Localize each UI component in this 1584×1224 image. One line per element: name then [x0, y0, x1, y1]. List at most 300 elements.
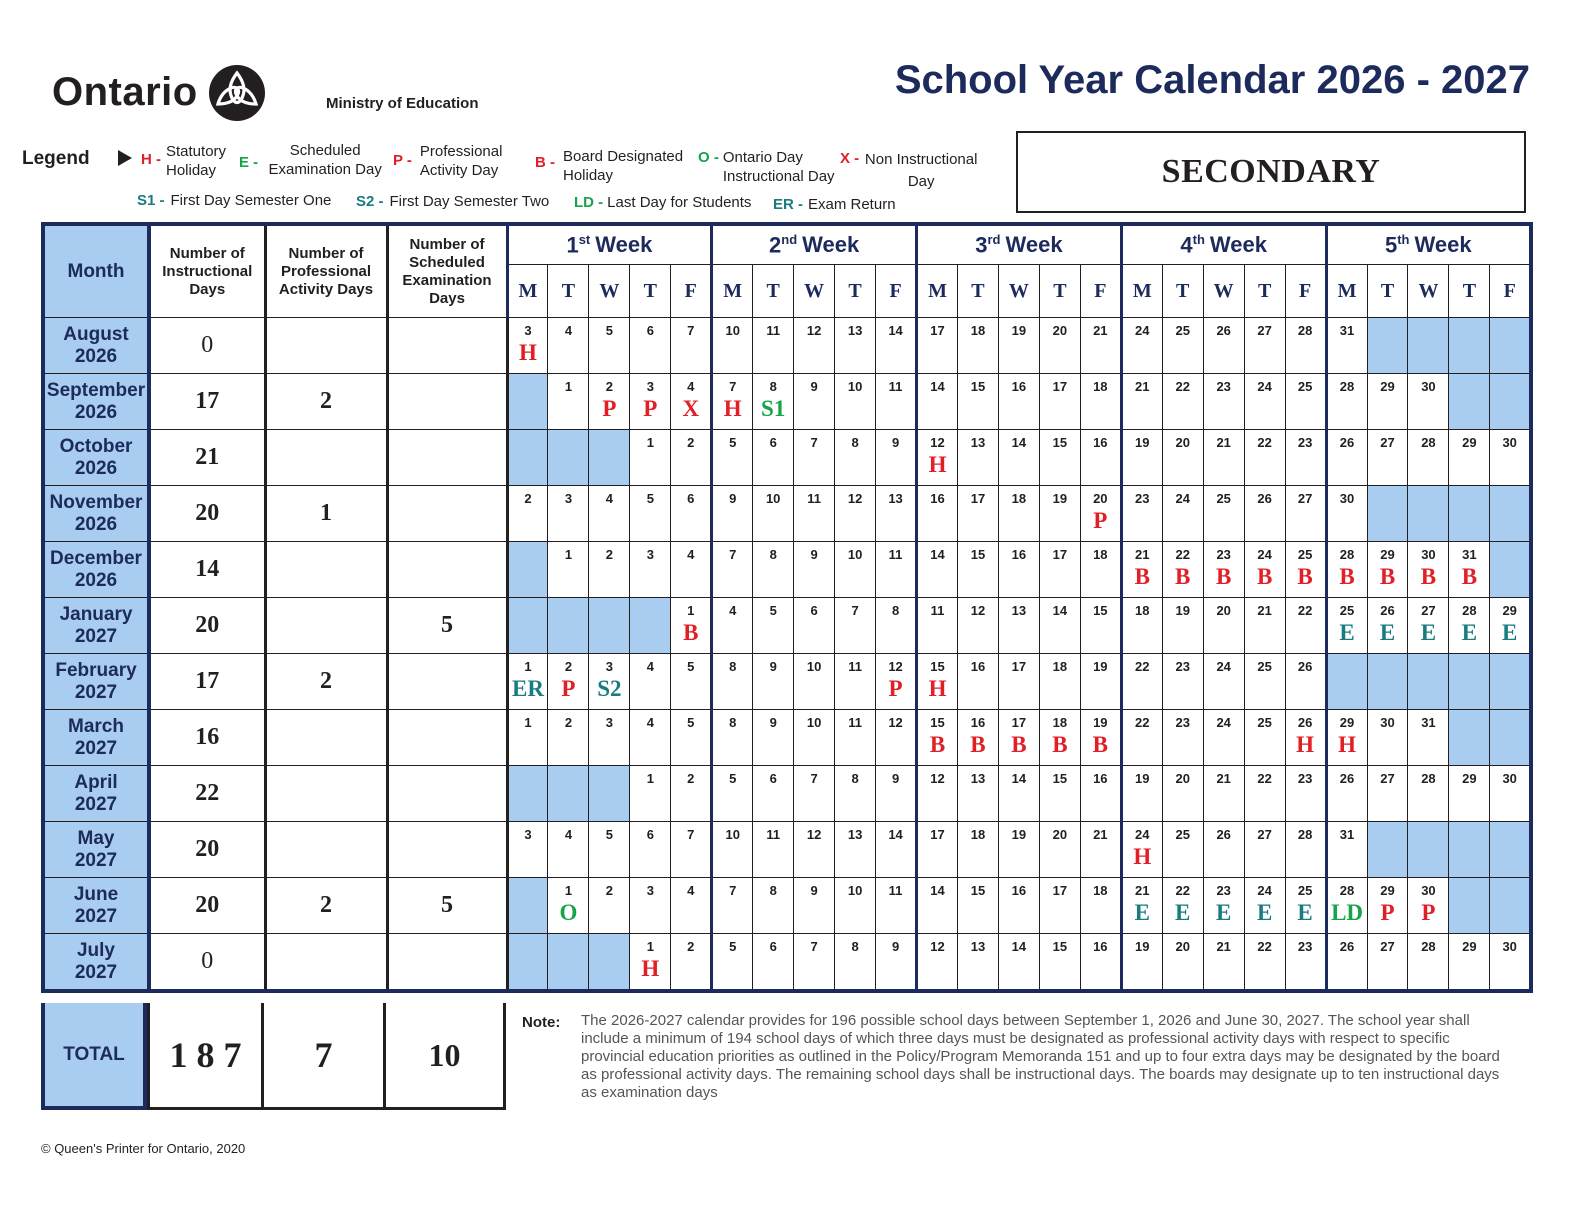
day-of-week-header: T: [835, 265, 876, 318]
day-cell: [876, 486, 917, 542]
day-number: 9: [729, 491, 737, 506]
day-event-code: B: [1134, 564, 1150, 589]
day-cell: [630, 934, 671, 992]
day-cell: [712, 710, 753, 766]
day-number: 5: [687, 715, 695, 730]
day-cell: [1080, 486, 1121, 542]
month-instructional-days: 14: [149, 542, 265, 598]
day-cell: [794, 598, 835, 654]
day-cell-empty: [507, 430, 548, 486]
day-number: 27: [1257, 323, 1272, 338]
day-number: 11: [848, 659, 862, 674]
month-professional-days: [265, 710, 387, 766]
day-cell: [998, 430, 1039, 486]
day-event-code: E: [1339, 620, 1355, 645]
day-cell: [753, 374, 794, 430]
day-cell: [712, 598, 753, 654]
day-number: 27: [1257, 827, 1272, 842]
day-number: 22: [1175, 547, 1190, 562]
day-cell: [630, 878, 671, 934]
day-cell: [1326, 710, 1367, 766]
day-number: 17: [1011, 715, 1027, 730]
day-cell: [794, 374, 835, 430]
month-row: [43, 486, 1531, 542]
day-cell: [1080, 598, 1121, 654]
day-cell: [876, 430, 917, 486]
day-number: 14: [888, 323, 903, 338]
day-cell-empty: [1408, 822, 1449, 878]
day-cell: [1121, 598, 1162, 654]
day-cell: [1162, 822, 1203, 878]
day-number: 12: [930, 771, 945, 786]
month-label: January 2027: [43, 598, 149, 654]
legend-item-examination-day: E - Scheduled Examination Day: [239, 142, 382, 178]
calendar-table: [41, 222, 1533, 993]
day-number: 16: [1011, 379, 1027, 394]
day-cell: [917, 430, 958, 486]
week-header-1: 1st Week: [507, 224, 712, 265]
day-cell: [1121, 430, 1162, 486]
day-number: 3: [605, 659, 613, 674]
day-cell: [589, 486, 630, 542]
day-cell-empty: [1490, 486, 1531, 542]
day-event-code: B: [1011, 732, 1027, 757]
day-cell: [1039, 542, 1080, 598]
day-number: 16: [1093, 939, 1108, 954]
day-number: 27: [1380, 771, 1395, 786]
day-cell: [1244, 598, 1285, 654]
day-of-week-header: F: [1080, 265, 1121, 318]
day-cell: [1203, 822, 1244, 878]
day-event-code: P: [1380, 900, 1395, 925]
day-cell: [835, 766, 876, 822]
day-number: 9: [810, 547, 818, 562]
day-number: 8: [729, 715, 737, 730]
day-number: 31: [1462, 547, 1477, 562]
day-cell: [876, 542, 917, 598]
day-number: 24: [1257, 379, 1272, 394]
month-label: September 2026: [43, 374, 149, 430]
day-cell: [630, 430, 671, 486]
day-number: 25: [1297, 883, 1313, 898]
legend-item-non-instructional-day: X - Non Instructional Day: [840, 150, 978, 190]
day-cell: [589, 822, 630, 878]
day-number: 31: [1339, 827, 1355, 842]
day-cell: [589, 654, 630, 710]
day-cell: [671, 486, 712, 542]
day-cell-empty: [1367, 822, 1408, 878]
day-cell: [1285, 430, 1326, 486]
month-professional-days: [265, 542, 387, 598]
day-number: 16: [1093, 771, 1108, 786]
day-number: 29: [1462, 435, 1477, 450]
day-number: 11: [848, 715, 862, 730]
day-number: 2: [687, 939, 695, 954]
day-number: 25: [1175, 827, 1190, 842]
day-cell: [753, 710, 794, 766]
day-cell: [1039, 486, 1080, 542]
day-cell: [1121, 542, 1162, 598]
day-number: 12: [930, 939, 945, 954]
day-of-week-header: M: [917, 265, 958, 318]
day-number: 10: [765, 491, 781, 506]
day-event-code: ER: [512, 676, 544, 701]
page-title: School Year Calendar 2026 - 2027: [894, 58, 1530, 102]
day-number: 20: [1216, 603, 1231, 618]
day-number: 12: [888, 715, 903, 730]
day-number: 21: [1135, 883, 1150, 898]
day-number: 14: [1011, 771, 1027, 786]
day-cell: [1039, 598, 1080, 654]
day-number: 3: [524, 827, 532, 842]
month-professional-days: 2: [265, 374, 387, 430]
day-cell: [630, 822, 671, 878]
day-cell-empty: [1449, 710, 1490, 766]
day-number: 15: [970, 547, 986, 562]
day-cell: [876, 374, 917, 430]
day-number: 22: [1257, 771, 1272, 786]
day-cell: [998, 766, 1039, 822]
day-number: 17: [1052, 547, 1068, 562]
day-event-code: H: [723, 396, 742, 421]
day-number: 13: [1011, 603, 1027, 618]
day-cell: [1326, 374, 1367, 430]
day-number: 12: [806, 323, 822, 338]
day-number: 8: [769, 379, 777, 394]
day-number: 13: [970, 939, 986, 954]
month-professional-days: [265, 934, 387, 992]
month-label: October 2026: [43, 430, 149, 486]
day-number: 29: [1462, 939, 1477, 954]
day-cell: [753, 542, 794, 598]
day-cell: [835, 598, 876, 654]
day-cell: [917, 598, 958, 654]
day-number: 6: [646, 827, 654, 842]
day-cell: [1203, 598, 1244, 654]
day-cell: [835, 318, 876, 374]
day-number: 5: [687, 659, 695, 674]
day-cell: [794, 710, 835, 766]
day-number: 9: [769, 715, 777, 730]
day-number: 28: [1339, 883, 1355, 898]
day-cell: [1080, 542, 1121, 598]
day-cell: [1367, 878, 1408, 934]
day-number: 14: [930, 883, 945, 898]
day-of-week-header: M: [1326, 265, 1367, 318]
day-number: 11: [766, 323, 781, 338]
day-event-code: E: [1502, 620, 1518, 645]
day-cell: [671, 878, 712, 934]
day-cell: [835, 430, 876, 486]
day-cell-empty: [589, 598, 630, 654]
day-cell-empty: [1490, 654, 1531, 710]
day-number: 16: [930, 491, 945, 506]
month-professional-days: [265, 430, 387, 486]
day-event-code: B: [1216, 564, 1232, 589]
day-cell: [1080, 654, 1121, 710]
day-number: 22: [1297, 603, 1313, 618]
day-cell: [507, 710, 548, 766]
day-cell-empty: [507, 766, 548, 822]
day-number: 5: [605, 827, 613, 842]
day-number: 14: [1011, 939, 1027, 954]
day-number: 16: [1093, 435, 1108, 450]
day-cell: [957, 318, 998, 374]
day-cell: [1080, 430, 1121, 486]
day-cell: [957, 542, 998, 598]
day-number: 26: [1339, 939, 1355, 954]
month-professional-days: [265, 598, 387, 654]
day-number: 24: [1135, 323, 1150, 338]
day-number: 18: [1135, 603, 1150, 618]
day-cell: [712, 318, 753, 374]
day-cell: [1039, 318, 1080, 374]
day-of-week-header: M: [1121, 265, 1162, 318]
day-cell: [1244, 374, 1285, 430]
day-cell: [1449, 766, 1490, 822]
day-cell: [1121, 710, 1162, 766]
day-cell-empty: [1490, 822, 1531, 878]
day-number: 1: [564, 547, 573, 562]
day-number: 15: [970, 379, 986, 394]
day-number: 19: [1093, 659, 1108, 674]
day-cell: [876, 710, 917, 766]
day-cell: [1203, 542, 1244, 598]
day-event-code: P: [602, 396, 617, 421]
day-number: 28: [1421, 435, 1436, 450]
day-cell: [835, 486, 876, 542]
day-number: 26: [1380, 603, 1395, 618]
month-professional-days: 2: [265, 878, 387, 934]
day-number: 27: [1380, 435, 1395, 450]
day-of-week-header: T: [1244, 265, 1285, 318]
day-event-code: P: [888, 676, 903, 701]
day-number: 5: [729, 435, 737, 450]
day-number: 28: [1297, 827, 1313, 842]
day-cell: [1039, 374, 1080, 430]
day-cell: [1203, 318, 1244, 374]
day-cell: [1326, 598, 1367, 654]
day-number: 4: [564, 323, 573, 338]
day-cell: [794, 542, 835, 598]
day-of-week-header: W: [589, 265, 630, 318]
day-cell: [753, 430, 794, 486]
day-number: 15: [1052, 939, 1068, 954]
ontario-logo-text: Ontario: [52, 70, 198, 114]
day-number: 28: [1339, 547, 1355, 562]
month-row: [43, 822, 1531, 878]
day-cell: [1326, 878, 1367, 934]
day-number: 4: [687, 379, 695, 394]
day-number: 29: [1339, 715, 1355, 730]
month-professional-days: 1: [265, 486, 387, 542]
day-cell: [876, 766, 917, 822]
day-cell: [753, 934, 794, 992]
day-number: 12: [930, 435, 945, 450]
month-instructional-days: 20: [149, 822, 265, 878]
day-cell: [671, 598, 712, 654]
day-cell: [1244, 654, 1285, 710]
day-cell: [712, 878, 753, 934]
day-cell: [917, 934, 958, 992]
month-exam-days: [387, 374, 507, 430]
day-number: 8: [769, 547, 777, 562]
day-cell: [876, 598, 917, 654]
day-of-week-header: W: [1408, 265, 1449, 318]
day-of-week-header: M: [712, 265, 753, 318]
day-cell: [835, 542, 876, 598]
day-event-code: B: [1339, 564, 1355, 589]
day-cell: [957, 766, 998, 822]
day-cell: [548, 318, 589, 374]
day-number: 15: [1093, 603, 1108, 618]
day-cell: [548, 486, 589, 542]
day-cell: [1285, 766, 1326, 822]
month-instructional-days: 17: [149, 654, 265, 710]
day-event-code: H: [641, 956, 660, 981]
day-cell: [1162, 374, 1203, 430]
day-event-code: H: [1338, 732, 1356, 757]
day-number: 1: [646, 435, 654, 450]
day-cell: [998, 542, 1039, 598]
day-number: 18: [1052, 715, 1068, 730]
day-cell: [835, 934, 876, 992]
day-number: 5: [729, 771, 737, 786]
day-number: 28: [1297, 323, 1313, 338]
day-number: 2: [605, 547, 613, 562]
day-number: 29: [1380, 379, 1395, 394]
month-label: July 2027: [43, 934, 149, 992]
day-number: 19: [1052, 491, 1068, 506]
day-cell: [630, 486, 671, 542]
month-exam-days: [387, 934, 507, 992]
day-cell: [630, 542, 671, 598]
day-number: 11: [930, 603, 945, 618]
day-cell: [1285, 374, 1326, 430]
day-number: 21: [1135, 379, 1150, 394]
day-cell: [1203, 374, 1244, 430]
day-number: 10: [847, 547, 863, 562]
day-cell: [917, 654, 958, 710]
day-number: 22: [1175, 883, 1190, 898]
day-cell: [998, 934, 1039, 992]
day-cell: [794, 486, 835, 542]
day-cell: [1039, 710, 1080, 766]
day-cell: [1367, 598, 1408, 654]
day-number: 2: [687, 771, 695, 786]
day-of-week-header: W: [1203, 265, 1244, 318]
day-cell: [1162, 766, 1203, 822]
day-cell: [712, 822, 753, 878]
day-number: 30: [1502, 771, 1517, 786]
day-cell: [630, 318, 671, 374]
day-cell: [712, 654, 753, 710]
month-instructional-days: 20: [149, 878, 265, 934]
day-number: 12: [888, 659, 903, 674]
day-number: 27: [1421, 603, 1436, 618]
day-cell: [917, 878, 958, 934]
day-number: 13: [970, 435, 986, 450]
day-cell: [1326, 766, 1367, 822]
week-header-2: 2nd Week: [712, 224, 917, 265]
day-cell: [957, 710, 998, 766]
day-cell: [1039, 934, 1080, 992]
day-cell: [548, 878, 589, 934]
day-of-week-header: M: [507, 265, 548, 318]
day-number: 1: [646, 939, 654, 954]
day-cell-empty: [1490, 878, 1531, 934]
day-cell: [998, 710, 1039, 766]
month-label: June 2027: [43, 878, 149, 934]
day-number: 30: [1502, 435, 1517, 450]
day-number: 10: [725, 323, 740, 338]
day-cell: [671, 318, 712, 374]
day-number: 16: [1011, 547, 1027, 562]
day-cell: [753, 318, 794, 374]
month-professional-days: 2: [265, 654, 387, 710]
day-number: 14: [1011, 435, 1027, 450]
day-event-code: B: [1297, 564, 1313, 589]
day-cell: [712, 430, 753, 486]
day-event-code: B: [970, 732, 986, 757]
day-of-week-header: F: [876, 265, 917, 318]
day-number: 7: [729, 883, 737, 898]
total-label: TOTAL: [41, 1003, 147, 1110]
day-number: 9: [891, 771, 900, 786]
day-cell: [548, 374, 589, 430]
day-number: 8: [851, 771, 859, 786]
day-number: 9: [769, 659, 777, 674]
day-cell: [753, 598, 794, 654]
month-label: April 2027: [43, 766, 149, 822]
day-cell-empty: [1449, 654, 1490, 710]
day-cell: [1285, 822, 1326, 878]
day-number: 29: [1380, 883, 1395, 898]
day-number: 26: [1339, 435, 1355, 450]
day-cell: [548, 542, 589, 598]
day-number: 26: [1257, 491, 1272, 506]
day-number: 17: [1011, 659, 1027, 674]
day-number: 7: [687, 323, 695, 338]
day-cell: [1080, 374, 1121, 430]
day-cell: [1039, 430, 1080, 486]
day-cell: [1285, 318, 1326, 374]
day-cell-empty: [548, 430, 589, 486]
legend-item-professional-activity-day: P - Professional Activity Day: [393, 143, 503, 179]
day-event-code: S2: [597, 676, 622, 701]
day-cell: [1326, 486, 1367, 542]
legend-arrow-icon: [118, 150, 132, 166]
day-number: 16: [1011, 883, 1027, 898]
day-cell: [998, 822, 1039, 878]
day-number: 30: [1339, 491, 1355, 506]
day-cell-empty: [507, 542, 548, 598]
day-number: 28: [1421, 771, 1436, 786]
day-cell: [1121, 822, 1162, 878]
day-number: 5: [769, 603, 777, 618]
day-cell: [1449, 430, 1490, 486]
day-cell: [1408, 766, 1449, 822]
legend-item-semester-one: S1 - First Day Semester One: [137, 192, 332, 209]
day-number: 21: [1257, 603, 1272, 618]
day-number: 3: [646, 379, 654, 394]
day-cell: [548, 710, 589, 766]
day-number: 23: [1216, 883, 1231, 898]
day-number: 22: [1257, 939, 1272, 954]
month-row: [43, 318, 1531, 374]
day-cell: [835, 654, 876, 710]
day-event-code: H: [928, 676, 947, 701]
